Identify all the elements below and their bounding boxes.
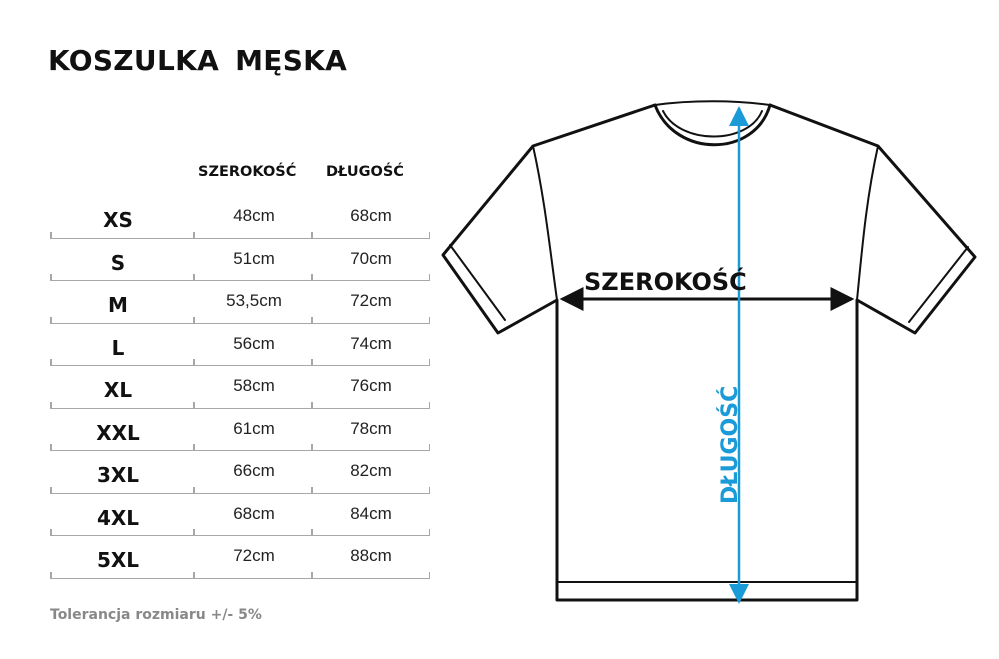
width-value: 51cm (233, 248, 275, 268)
divider-tick (193, 274, 195, 281)
size-label: XXL (96, 420, 140, 445)
divider-tick (193, 232, 195, 239)
size-label: S (110, 250, 126, 275)
row-divider (50, 405, 430, 409)
width-value: 66cm (233, 461, 275, 480)
divider-tick (193, 487, 195, 494)
table-row (50, 453, 430, 496)
width-label: SZEROKOŚĆ (584, 268, 747, 296)
row-divider (50, 320, 430, 324)
column-header-width: SZEROKOŚĆ (198, 164, 297, 180)
length-value: 88cm (350, 546, 392, 565)
divider-tick (50, 444, 52, 451)
table-row (50, 326, 430, 369)
width-value: 48cm (233, 206, 275, 225)
table-row (50, 368, 430, 411)
length-value: 82cm (350, 461, 392, 480)
length-value: 84cm (350, 503, 392, 523)
row-divider (50, 277, 430, 281)
divider-tick (311, 529, 313, 536)
length-label: DŁUGOŚĆ (718, 385, 743, 504)
column-header-length: DŁUGOŚĆ (326, 164, 404, 180)
width-value: 53,5cm (226, 291, 282, 310)
size-label: XS (103, 208, 133, 232)
divider-tick (311, 402, 313, 409)
row-divider (50, 490, 430, 494)
row-divider (50, 447, 430, 451)
divider-tick (50, 487, 52, 494)
table-row (50, 496, 430, 539)
width-value: 58cm (233, 376, 275, 395)
size-label: M (108, 293, 128, 317)
width-value: 68cm (233, 503, 275, 523)
divider-tick (50, 317, 52, 324)
divider-tick (193, 444, 195, 451)
divider-tick (311, 317, 313, 324)
divider-tick (50, 529, 52, 536)
width-value: 61cm (233, 418, 275, 438)
tshirt-outline (443, 101, 975, 600)
length-value: 78cm (350, 418, 392, 438)
divider-tick (311, 274, 313, 281)
table-row (50, 411, 430, 454)
table-row (50, 241, 430, 284)
divider-tick (193, 402, 195, 409)
table-row (50, 538, 430, 581)
size-label: 5XL (96, 548, 140, 572)
divider-tick (311, 359, 313, 366)
divider-tick (311, 444, 313, 451)
size-label: 3XL (96, 463, 140, 487)
width-value: 72cm (233, 546, 275, 565)
divider-tick (193, 529, 195, 536)
width-value: 56cm (233, 333, 275, 353)
size-tolerance-note: Tolerancja rozmiaru +/- 5% (50, 607, 262, 623)
divider-tick (50, 232, 52, 239)
divider-tick (50, 572, 52, 579)
length-value: 68cm (350, 206, 392, 225)
divider-tick (311, 487, 313, 494)
page-title: KOSZULKA MĘSKA (48, 44, 348, 77)
size-label: XL (103, 378, 133, 402)
divider-tick (50, 402, 52, 409)
row-divider (50, 575, 430, 579)
table-row (50, 283, 430, 326)
row-divider (50, 362, 430, 366)
length-value: 74cm (350, 333, 392, 353)
divider-tick (311, 572, 313, 579)
divider-tick (311, 232, 313, 239)
length-value: 76cm (350, 376, 392, 395)
row-divider (50, 532, 430, 536)
length-value: 70cm (350, 248, 392, 268)
divider-tick (50, 359, 52, 366)
tshirt-diagram (430, 90, 990, 620)
divider-tick (50, 274, 52, 281)
row-divider (50, 235, 430, 239)
divider-tick (193, 572, 195, 579)
table-row (50, 198, 430, 241)
size-label: 4XL (96, 505, 140, 530)
size-label: L (111, 335, 125, 360)
size-table (50, 198, 430, 581)
length-value: 72cm (350, 291, 392, 310)
divider-tick (193, 317, 195, 324)
divider-tick (193, 359, 195, 366)
